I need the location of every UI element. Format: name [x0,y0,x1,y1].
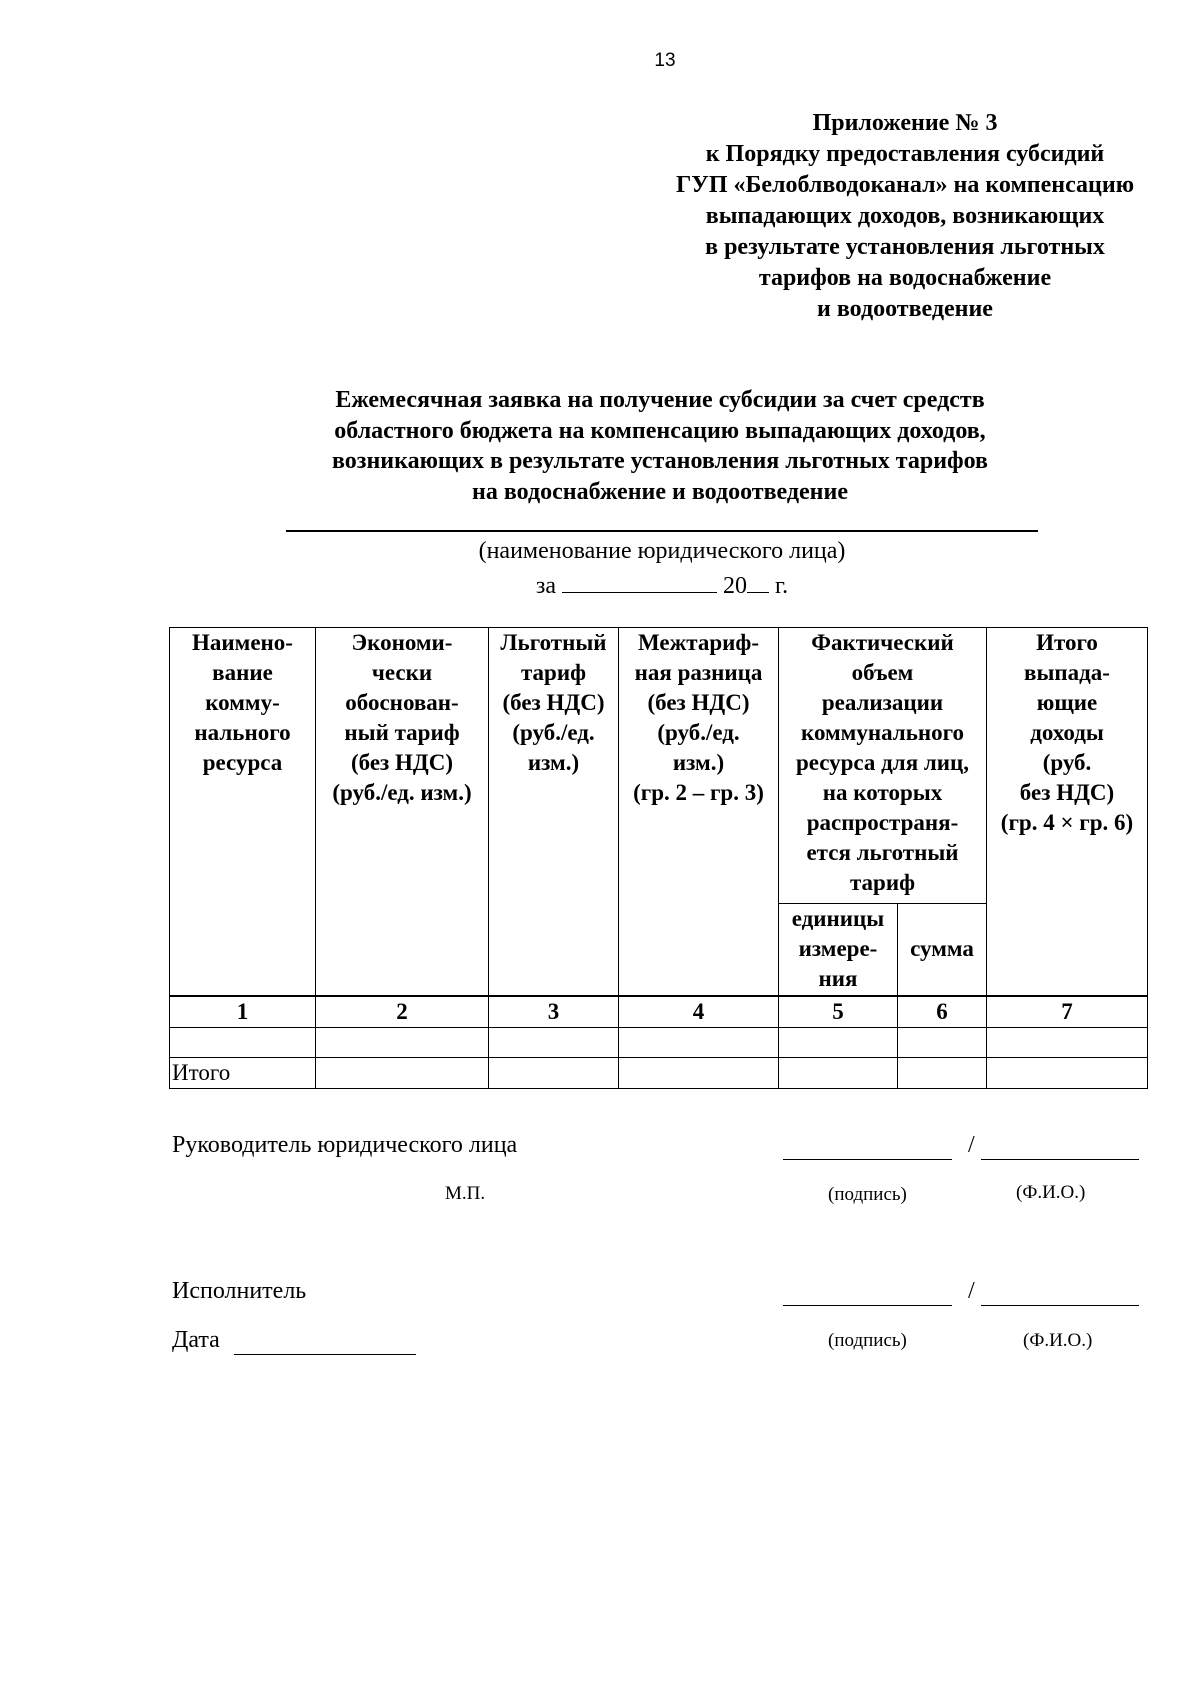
table-cell[interactable] [987,1057,1148,1088]
executor-name-blank[interactable] [981,1305,1139,1306]
appendix-line: к Порядку предоставления субсидий [705,141,1105,167]
appendix-line: ГУП «Белоблводоканал» на компенсацию [675,172,1135,198]
appendix-line: в результате установления льготных [705,234,1105,260]
subheader-sum: сумма [898,904,987,996]
table-row [170,1027,1148,1057]
title-line: Ежемесячная заявка на получение субсидии за счет средств [335,387,985,413]
header-actual-volume: Фактический объем реализации коммунального ресурса для лиц, на которых распространя- ется льготный тариф [779,628,987,904]
table-cell[interactable] [898,1057,987,1088]
table-cell[interactable] [489,1027,619,1057]
header-economic-tariff: Экономи- чески обоснован- ный тариф (без НДС) (руб./ед. изм.) [316,628,489,996]
title-line: областного бюджета на компенсацию выпадающих доходов, [334,417,986,444]
column-number: 5 [779,996,898,1028]
title-line: на водоснабжение и водоотведение [472,478,848,505]
signature-caption: (подпись) [828,1184,907,1205]
column-number: 2 [316,996,489,1028]
date-blank[interactable] [234,1354,416,1355]
header-total-lost-income: Итого выпада- ющие доходы (руб. без НДС) (гр. 4 × гр. 6) [987,628,1148,996]
subheader-units: единицы измере- ния [779,904,898,996]
period-suffix: г. [775,573,789,599]
table-cell[interactable] [316,1057,489,1088]
table-cell[interactable] [489,1057,619,1088]
column-number: 6 [898,996,987,1028]
name-caption: (Ф.И.О.) [1023,1330,1093,1351]
appendix-line: Приложение № 3 [812,110,998,136]
slash: / [968,1278,975,1304]
column-number: 7 [987,996,1148,1028]
appendix-line: выпадающих доходов, возникающих [705,203,1105,229]
table-cell[interactable] [898,1027,987,1057]
year-blank[interactable] [747,570,769,593]
month-blank[interactable] [562,570,717,593]
column-number: 3 [489,996,619,1028]
column-number: 4 [619,996,779,1028]
document-title [200,385,1120,507]
stamp-label: М.П. [445,1183,486,1204]
entity-name-blank[interactable] [286,530,1038,532]
slash: / [968,1132,975,1158]
header-resource: Наимено- вание комму- нального ресурса [170,628,316,996]
head-label: Руководитель юридического лица [172,1132,518,1158]
executor-label: Исполнитель [172,1278,307,1304]
title-line: возникающих в результате установления льготных тарифов [332,448,988,474]
header-preferential-tariff: Льготный тариф (без НДС) (руб./ед. изм.) [489,628,619,996]
table-cell[interactable] [987,1027,1148,1057]
appendix-header [600,108,1200,325]
period-prefix: за [535,573,556,599]
header-tariff-difference: Межтариф- ная разница (без НДС) (руб./ед. изм.) (гр. 2 – гр. 3) [619,628,779,996]
head-name-blank[interactable] [981,1159,1139,1160]
table-cell[interactable] [316,1027,489,1057]
table-cell[interactable] [619,1057,779,1088]
table-cell[interactable] [170,1027,316,1057]
total-label: Итого [170,1057,316,1088]
column-number: 1 [170,996,316,1028]
appendix-line: тарифов на водоснабжение [758,265,1052,291]
total-row [170,1057,1148,1088]
head-signature-blank[interactable] [783,1159,952,1160]
executor-signature-blank[interactable] [783,1305,952,1306]
date-label: Дата [172,1327,220,1353]
entity-name-caption: (наименование юридического лица) [478,538,846,564]
table-cell[interactable] [619,1027,779,1057]
table-cell[interactable] [779,1057,898,1088]
page-number: 13 [654,50,676,71]
year-prefix: 20 [723,573,747,599]
name-caption: (Ф.И.О.) [1016,1182,1086,1203]
appendix-line: и водоотведение [817,296,993,322]
period-line [300,570,1024,600]
table-cell[interactable] [779,1027,898,1057]
subsidy-table [169,627,1148,1089]
signature-caption: (подпись) [828,1330,907,1351]
